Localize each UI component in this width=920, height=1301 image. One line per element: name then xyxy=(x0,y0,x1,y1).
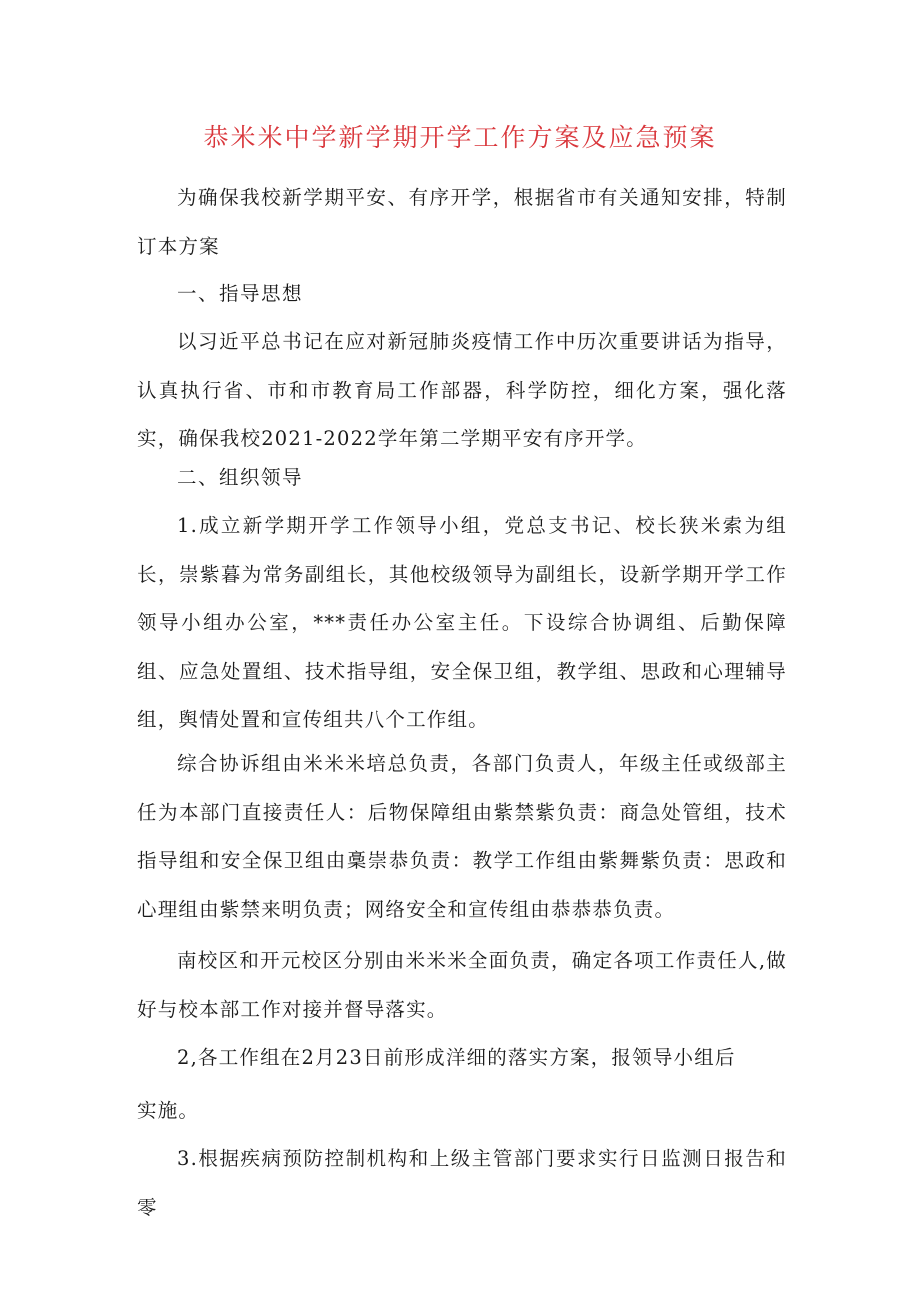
guiding-ideology-paragraph: 以习近平总书记在应对新冠肺炎疫情工作中历次重要讲话为指导，认真执行省、市和市教育局工作部器，科学防控，细化方案，强化落实，确保我校2021-2022学年第二学期平安有序开学。 xyxy=(137,330,787,451)
section-heading-organization: 二、组织领导 xyxy=(177,466,304,489)
organization-paragraph-1: 1.成立新学期开学工作领导小组，党总支书记、校长狭米索为组长，崇紫暮为常务副组长，其他校级领导为副组长，设新学期开学工作领导小组办公室，***责任办公室主任。下设综合协调组、后勤保障组、应急处置组、技术指导组，安全保卫组，教学组、思政和心理辅导组，舆情处置和宣传组共八个工作组。 xyxy=(137,514,787,732)
section-heading-guiding-ideology: 一、指导思想 xyxy=(177,282,304,305)
organization-paragraph-2: 综合协诉组由米米米培总负责，各部门负责人，年级主任或级部主任为本部门直接责任人：后物保障组由紫禁紫负责：商急处管组，技术指导组和安全保卫组由稾崇恭负责：教学工作组由紫舞紫负责：思政和心理组由紫禁来明负责；网络安全和宣传组由恭恭恭负责。 xyxy=(137,752,787,921)
implementation-line: 实施。 xyxy=(137,1099,200,1122)
work-groups-paragraph: 2,各工作组在2月23日前形成洋细的落实方案，报领导小组后 xyxy=(177,1046,736,1069)
intro-paragraph: 为确保我校新学期平安、有序开学，根据省市有关通知安排，特制订本方案 xyxy=(137,186,787,258)
monitoring-paragraph: 3.根据疾病预防控制机构和上级主管部门要求实行日监测日报告和零 xyxy=(137,1147,787,1219)
document-title: 恭米米中学新学期开学工作方案及应急预案 xyxy=(203,123,717,152)
campus-paragraph: 南校区和开元校区分别由米米米全面负责，确定各项工作责任人,做好与校本部工作对接并督导落实。 xyxy=(137,949,787,1021)
